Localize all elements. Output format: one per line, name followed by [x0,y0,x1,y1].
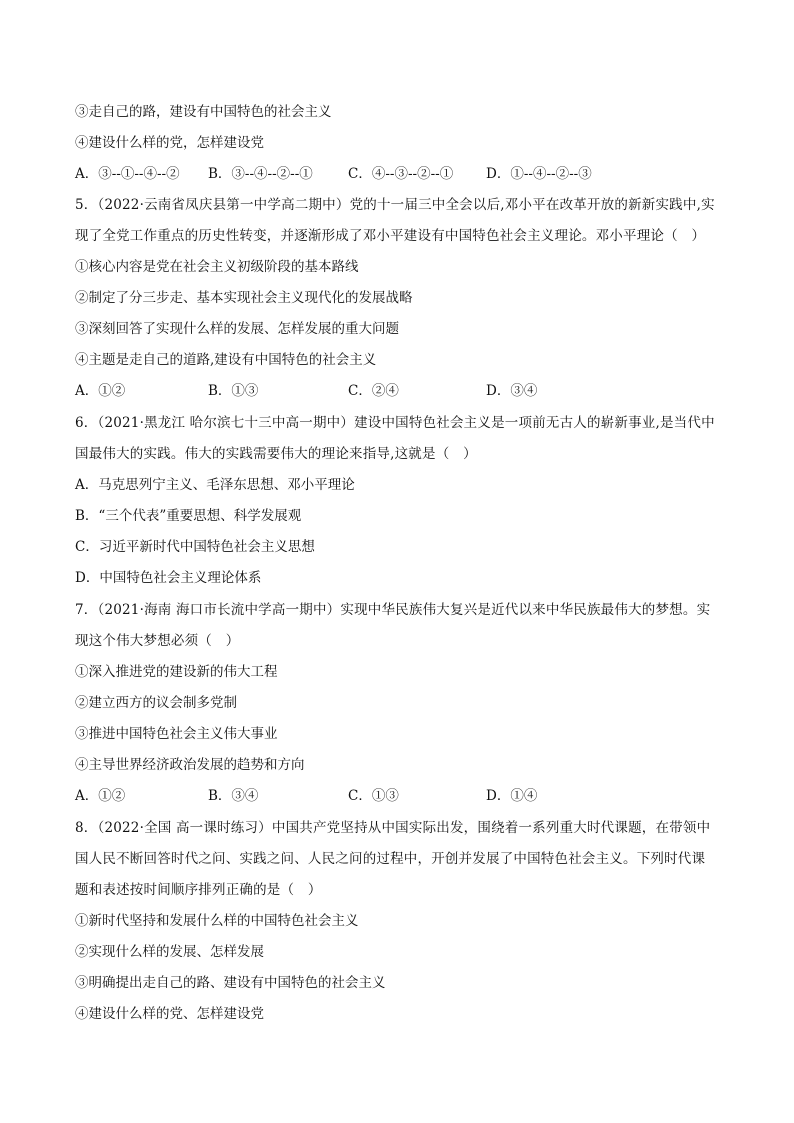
q7-stem-line-1: 7．（2021·海南 海口市长流中学高一期中）实现中华民族伟大复兴是近代以来中华民族最伟大的梦想。实 [75,602,711,618]
q5-option-d: D．③④ [486,383,538,399]
q4-option-b: B．③--④--②--① [208,166,313,182]
q7-option-c: C．①③ [348,788,399,804]
q8-statement-2: ②实现什么样的发展、怎样发展 [75,944,264,960]
q7-option-a: A．①② [75,788,126,804]
q5-stem-line-1: 5．（2022·云南省凤庆县第一中学高二期中）党的十一届三中全会以后,邓小平在改革开放的新新实践中,实 [75,197,715,213]
q6-option-c: C．习近平新时代中国特色社会主义思想 [75,539,315,555]
q4-option-d: D．①--④--②--③ [486,166,592,182]
q7-statement-3: ③推进中国特色社会主义伟大事业 [75,726,278,742]
q8-stem-line-1: 8．（2022·全国 高一课时练习）中国共产党坚持从中国实际出发，围绕着一系列重大时代课题，在带领中 [75,820,711,836]
q7-statement-4: ④主导世界经济政治发展的趋势和方向 [75,757,305,773]
q8-statement-1: ①新时代坚持和发展什么样的中国特色社会主义 [75,913,359,929]
q8-statement-4: ④建设什么样的党、怎样建设党 [75,1006,264,1022]
q4-statement-3: ③走自己的路，建设有中国特色的社会主义 [75,104,332,120]
q4-option-a: A．③--①--④--② [75,166,180,182]
q5-stem-line-2: 现了全党工作重点的历史性转变，并逐渐形成了邓小平建设有中国特色社会主义理论。邓小平理论（ ） [75,228,706,244]
q7-stem-line-2: 现这个伟大梦想必须（ ） [75,633,240,649]
q7-statement-1: ①深入推进党的建设新的伟大工程 [75,664,278,680]
q5-statement-1: ①核心内容是党在社会主义初级阶段的基本路线 [75,259,359,275]
q6-option-b: B．“三个代表”重要思想、科学发展观 [75,508,302,524]
q6-stem-line-2: 国最伟大的实践。伟大的实践需要伟大的理论来指导,这就是（ ） [75,446,477,462]
q7-option-d: D．①④ [486,788,538,804]
q5-option-c: C．②④ [348,383,399,399]
q6-stem-line-1: 6．（2021·黑龙江 哈尔滨七十三中高一期中）建设中国特色社会主义是一项前无古人的崭新事业,是当代中 [75,415,715,431]
q8-stem-line-3: 题和表述按时间顺序排列正确的是（ ） [75,882,322,898]
q7-option-b: B．③④ [208,788,259,804]
q5-option-b: B．①③ [208,383,259,399]
q5-statement-4: ④主题是走自己的道路,建设有中国特色的社会主义 [75,352,377,368]
q6-option-d: D．中国特色社会主义理论体系 [75,570,262,586]
q8-statement-3: ③明确提出走自己的路、建设有中国特色的社会主义 [75,975,386,991]
q4-statement-4: ④建设什么样的党，怎样建设党 [75,135,264,151]
q4-option-c: C．④--③--②--① [348,166,454,182]
q5-statement-2: ②制定了分三步走、基本实现社会主义现代化的发展战略 [75,290,413,306]
q5-statement-3: ③深刻回答了实现什么样的发展、怎样发展的重大问题 [75,321,399,337]
q6-option-a: A．马克思列宁主义、毛泽东思想、邓小平理论 [75,477,355,493]
q5-option-a: A．①② [75,383,126,399]
q7-statement-2: ②建立西方的议会制多党制 [75,695,237,711]
q8-stem-line-2: 国人民不断回答时代之问、实践之问、人民之问的过程中，开创并发展了中国特色社会主义。下列时代课 [75,851,706,867]
